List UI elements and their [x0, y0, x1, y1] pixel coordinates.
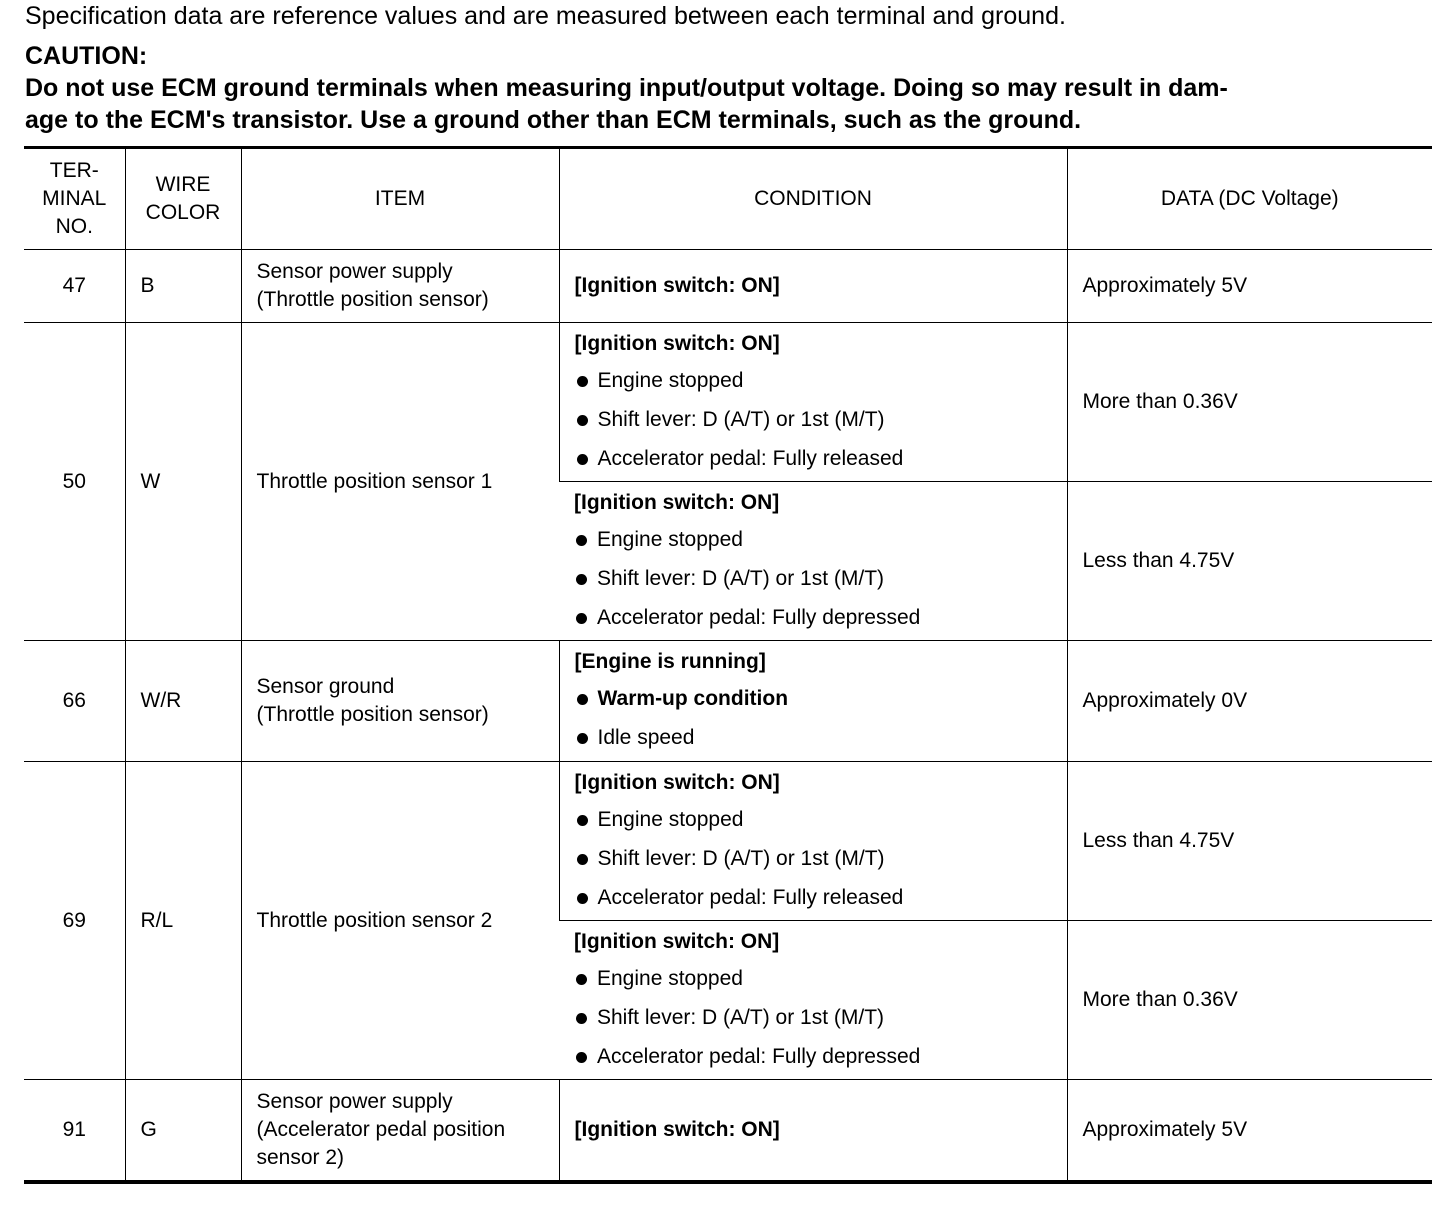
condition-head: [Ignition switch: ON] — [574, 490, 780, 514]
table-row — [24, 762, 1432, 921]
wire-color: W — [125, 323, 241, 641]
header-wire-color: WIRE COLOR — [125, 148, 241, 250]
condition-list — [574, 959, 1052, 1076]
condition-cell — [559, 250, 1067, 323]
condition-bullet: Accelerator pedal: Fully released — [575, 878, 1052, 917]
terminal-no: 50 — [24, 323, 125, 641]
item-cell: Throttle position sensor 1 — [241, 323, 559, 641]
caution-text — [25, 72, 1445, 136]
item-cell: Sensor power supply (Accelerator pedal position sensor 2) — [241, 1080, 559, 1183]
condition-head: [Engine is running] — [574, 650, 766, 673]
condition-bullet: Accelerator pedal: Fully depressed — [574, 598, 1052, 637]
item-cell: Sensor ground (Throttle position sensor) — [241, 641, 559, 762]
condition-bullet: Shift lever: D (A/T) or 1st (M/T) — [574, 559, 1052, 598]
wire-color: G — [125, 1080, 241, 1183]
table-row — [24, 1080, 1432, 1183]
condition-list — [575, 800, 1052, 917]
header-data: DATA (DC Voltage) — [1067, 148, 1432, 250]
condition-cell — [559, 641, 1067, 762]
table-row — [24, 323, 1432, 482]
header-item: ITEM — [241, 148, 559, 250]
condition-head: [Ignition switch: ON] — [574, 929, 780, 953]
data-value: Less than 4.75V — [1067, 482, 1432, 641]
data-value: Approximately 5V — [1067, 250, 1432, 323]
condition-list — [575, 679, 1052, 757]
condition-bullet: Warm-up condition — [575, 679, 1052, 718]
wire-color: B — [125, 250, 241, 323]
header-condition: CONDITION — [559, 148, 1067, 250]
intro-text: Specification data are reference values and are measured between each terminal and ground. — [25, 2, 1066, 30]
condition-cell — [559, 323, 1067, 482]
condition-list — [575, 361, 1052, 478]
condition-head: [Ignition switch: ON] — [574, 331, 780, 355]
terminal-no: 69 — [24, 762, 125, 1080]
item-cell: Sensor power supply (Throttle position sensor) — [241, 250, 559, 323]
terminal-no: 91 — [24, 1080, 125, 1183]
condition-bullet: Idle speed — [575, 718, 1052, 757]
table-row — [24, 250, 1432, 323]
header-row — [24, 148, 1432, 250]
condition-bullet: Shift lever: D (A/T) or 1st (M/T) — [574, 998, 1052, 1037]
condition-bullet: Engine stopped — [574, 520, 1052, 559]
caution-title: CAUTION: — [25, 42, 148, 70]
condition-bullet: Engine stopped — [575, 361, 1052, 400]
wire-color: W/R — [125, 641, 241, 762]
condition-cell — [559, 1080, 1067, 1183]
data-value: More than 0.36V — [1067, 921, 1432, 1080]
condition-bullet: Accelerator pedal: Fully depressed — [574, 1037, 1052, 1076]
data-value: More than 0.36V — [1067, 323, 1432, 482]
condition-bullet: Shift lever: D (A/T) or 1st (M/T) — [575, 400, 1052, 439]
terminal-no: 47 — [24, 250, 125, 323]
condition-head: [Ignition switch: ON] — [574, 1118, 780, 1141]
condition-bullet: Accelerator pedal: Fully released — [575, 439, 1052, 478]
wire-color: R/L — [125, 762, 241, 1080]
terminal-spec-table — [24, 146, 1432, 1184]
terminal-no: 66 — [24, 641, 125, 762]
caution-line-2: age to the ECM's transistor. Use a ground other than ECM terminals, such as the ground. — [25, 106, 1082, 134]
item-cell: Throttle position sensor 2 — [241, 762, 559, 1080]
condition-bullet: Engine stopped — [574, 959, 1052, 998]
condition-list — [574, 520, 1052, 637]
header-terminal-no: TER- MINAL NO. — [24, 148, 125, 250]
data-value: Less than 4.75V — [1067, 762, 1432, 921]
condition-head: [Ignition switch: ON] — [574, 770, 780, 794]
condition-bullet: Shift lever: D (A/T) or 1st (M/T) — [575, 839, 1052, 878]
data-value: Approximately 5V — [1067, 1080, 1432, 1183]
condition-cell — [559, 762, 1067, 921]
condition-bullet: Engine stopped — [575, 800, 1052, 839]
data-value: Approximately 0V — [1067, 641, 1432, 762]
table-row — [24, 641, 1432, 762]
caution-line-1: Do not use ECM ground terminals when measuring input/output voltage. Doing so may result in dam- — [25, 74, 1228, 102]
condition-cell — [559, 482, 1067, 641]
condition-cell — [559, 921, 1067, 1080]
condition-head: [Ignition switch: ON] — [574, 274, 780, 297]
